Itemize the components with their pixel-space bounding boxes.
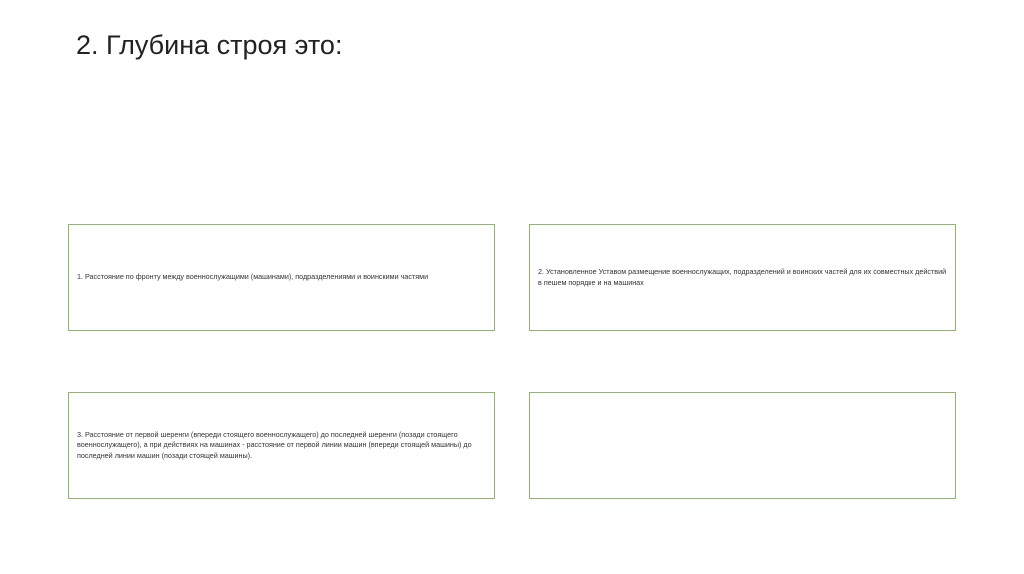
answer-option-3[interactable] bbox=[68, 392, 495, 499]
answer-option-3-text: 3. Расстояние от первой шеренги (впереди стоящего военнослужащего) до последней шеренги (позади стоящего военнослужащего), а при действиях на машинах - расстояние от первой линии машин (впереди стоящей машины) до последней линии машин (позади стоящей машины). bbox=[77, 429, 472, 460]
answer-option-1-text: 1. Расстояние по фронту между военнослужащими (машинами), подразделениями и воинскими частями bbox=[77, 272, 429, 282]
answer-option-2-text: 2. Установленное Уставом размещение военнослужащих, подразделений и воинских частей для их совместных действий в пешем порядке и на машинах bbox=[538, 267, 947, 287]
answer-option-1[interactable] bbox=[68, 224, 495, 331]
answer-option-2[interactable] bbox=[529, 224, 956, 331]
answer-option-4[interactable] bbox=[529, 392, 956, 499]
slide-title: 2. Глубина строя это: bbox=[76, 30, 343, 60]
